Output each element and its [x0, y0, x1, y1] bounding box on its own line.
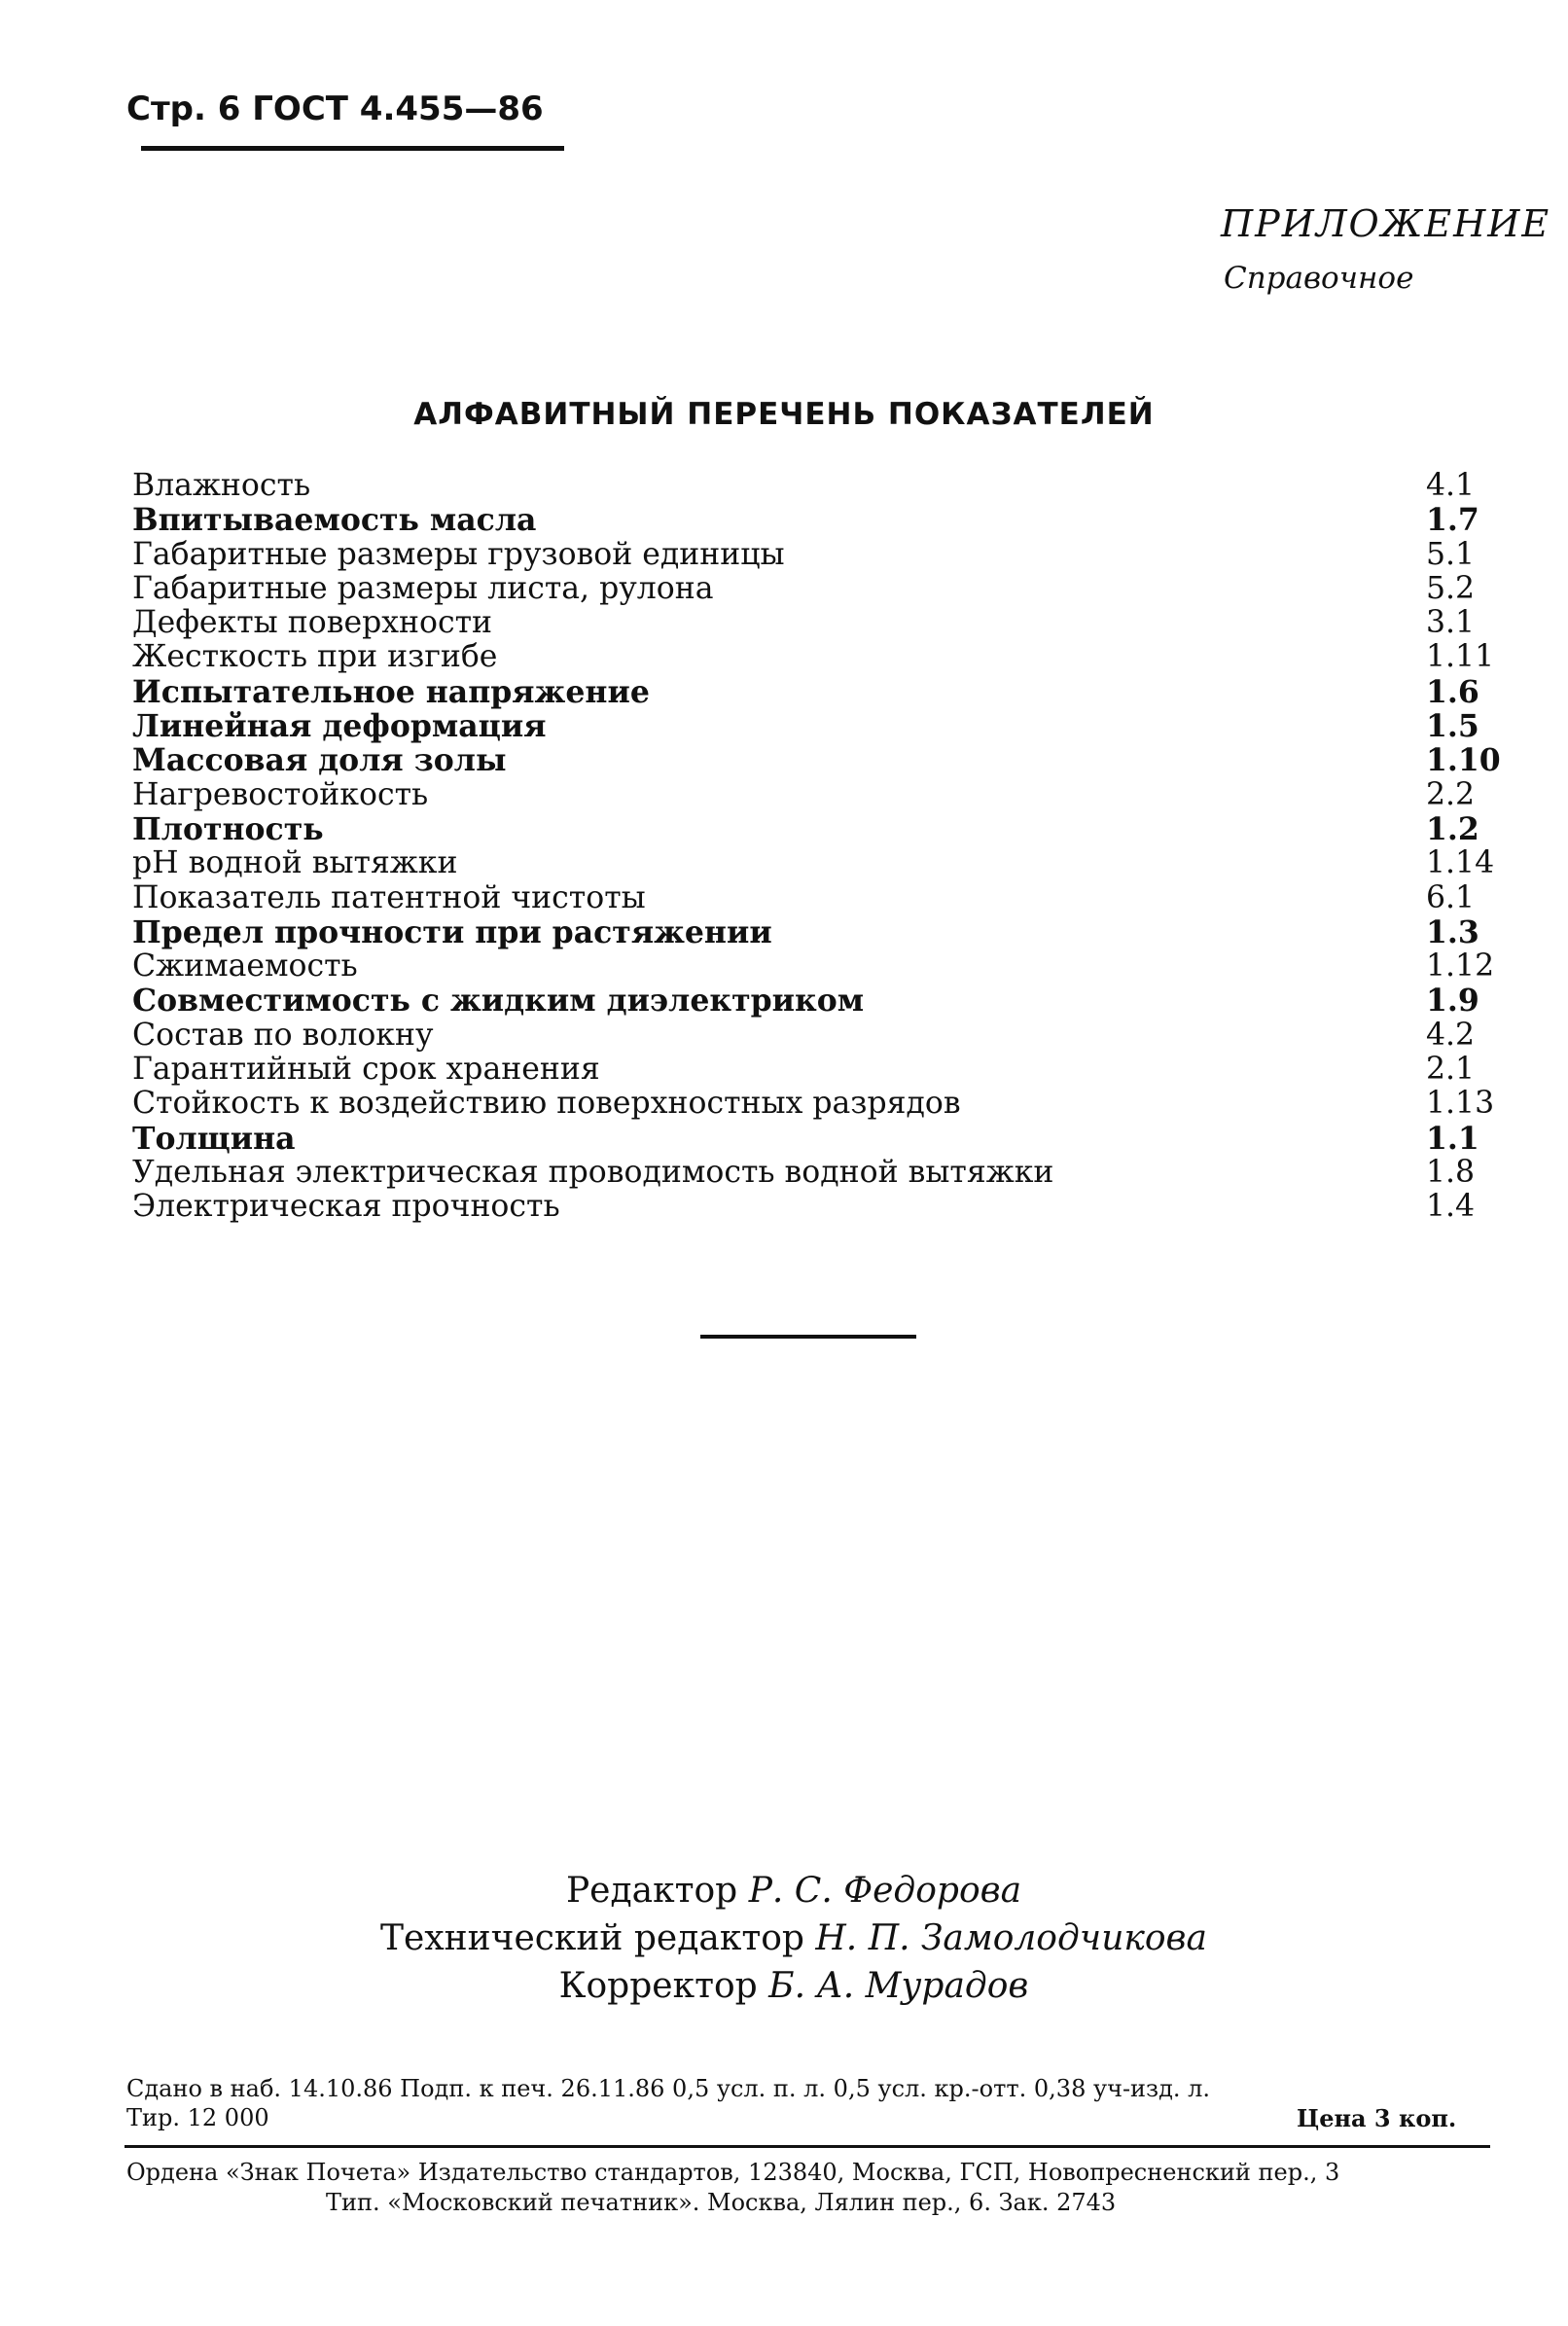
- credit-proofreader: [0, 1966, 1568, 2006]
- item-term: Линейная деформация: [132, 708, 547, 745]
- item-term: Влажность: [132, 468, 311, 503]
- imprint-price: Цена 3 коп.: [1297, 2104, 1457, 2132]
- proofreader-name: Б. А. Мурадов: [768, 1966, 1029, 2006]
- editor-role: Редактор: [565, 1871, 738, 1911]
- item-term: Электрическая прочность: [132, 1189, 560, 1225]
- item-ref: 1.6: [1426, 673, 1479, 710]
- item-term: Предел прочности при растяжении: [132, 913, 772, 950]
- imprint-circulation: Тир. 12 000: [126, 2104, 269, 2131]
- item-ref: 2.2: [1426, 776, 1476, 812]
- list-item: [132, 1053, 1494, 1087]
- item-ref: 1.12: [1426, 948, 1495, 984]
- credit-editor: [0, 1871, 1568, 1911]
- item-ref: 1.4: [1426, 1189, 1476, 1225]
- list-item: [132, 538, 1494, 572]
- item-ref: 1.14: [1426, 845, 1495, 881]
- item-term: Толщина: [132, 1120, 296, 1157]
- list-item: [132, 675, 1494, 709]
- list-item: [132, 812, 1494, 846]
- credit-tech-editor: [0, 1918, 1568, 1958]
- list-item: [132, 1087, 1494, 1121]
- standard-number: ГОСТ 4.455—86: [252, 89, 544, 128]
- item-ref: 1.10: [1426, 742, 1501, 779]
- item-ref: 1.3: [1426, 913, 1479, 950]
- editor-name: Р. С. Федорова: [748, 1871, 1022, 1911]
- index-list: [132, 468, 1501, 1225]
- list-item: [132, 709, 1494, 743]
- item-term: Совместимость с жидким диэлектриком: [132, 983, 865, 1020]
- item-ref: 1.5: [1426, 708, 1479, 745]
- item-term: Показатель патентной чистоты: [132, 879, 646, 915]
- page-number: Стр. 6: [126, 89, 241, 128]
- list-item: [132, 742, 1501, 779]
- item-term: Стойкость к воздействию поверхностных разрядов: [132, 1086, 961, 1122]
- item-ref: 1.2: [1426, 810, 1479, 847]
- list-title: АЛФАВИТНЫЙ ПЕРЕЧЕНЬ ПОКАЗАТЕЛЕЙ: [413, 397, 1155, 432]
- item-term: Гарантийный срок хранения: [132, 1052, 600, 1088]
- list-item: [132, 572, 1494, 606]
- list-item: [132, 503, 1494, 537]
- list-item: [132, 1122, 1494, 1156]
- list-item: [132, 1190, 1494, 1224]
- proofreader-role: Корректор: [558, 1966, 758, 2006]
- list-item: [132, 1019, 1494, 1053]
- end-rule: [700, 1335, 916, 1339]
- item-ref: 1.9: [1426, 983, 1479, 1020]
- publisher-line: Ордена «Знак Почета» Издательство стандартов, 123840, Москва, ГСП, Новопресненский пер., 3: [126, 2159, 1340, 2186]
- item-term: Впитываемость масла: [132, 502, 537, 539]
- item-ref: 2.1: [1426, 1052, 1476, 1088]
- printer-line: Тип. «Московский печатник». Москва, Лялин пер., 6. Зак. 2743: [326, 2189, 1117, 2216]
- item-term: Плотность: [132, 810, 324, 847]
- item-term: pH водной вытяжки: [132, 845, 458, 881]
- list-item: [132, 778, 1494, 812]
- item-ref: 5.1: [1426, 536, 1476, 572]
- list-item: [132, 606, 1494, 640]
- item-ref: 1.7: [1426, 502, 1479, 539]
- appendix-title: ПРИЛОЖЕНИЕ: [1221, 202, 1551, 245]
- item-term: Удельная электрическая проводимость водной вытяжки: [132, 1154, 1054, 1190]
- item-term: Жесткость при изгибе: [132, 639, 498, 675]
- item-term: Массовая доля золы: [132, 742, 507, 779]
- item-ref: 1.8: [1426, 1154, 1476, 1190]
- appendix-subtitle: Справочное: [1224, 261, 1414, 296]
- item-term: Сжимаемость: [132, 948, 358, 984]
- imprint-rule: [125, 2145, 1490, 2148]
- item-ref: 3.1: [1426, 605, 1476, 641]
- item-ref: 6.1: [1426, 879, 1476, 915]
- tech-editor-name: Н. П. Замолодчикова: [815, 1918, 1207, 1958]
- imprint-dates: Сдано в наб. 14.10.86 Подп. к печ. 26.11.86 0,5 усл. п. л. 0,5 усл. кр.-отт. 0,38 уч-изд. л.: [126, 2075, 1211, 2102]
- item-ref: 4.1: [1426, 468, 1476, 503]
- item-term: Состав по волокну: [132, 1017, 434, 1053]
- list-item: [132, 881, 1494, 915]
- item-ref: 5.2: [1426, 570, 1476, 606]
- item-ref: 1.1: [1426, 1120, 1479, 1157]
- list-item: [132, 1156, 1494, 1190]
- item-ref: 1.11: [1426, 639, 1495, 675]
- item-term: Габаритные размеры листа, рулона: [132, 570, 714, 606]
- item-term: Нагревостойкость: [132, 776, 429, 812]
- item-ref: 4.2: [1426, 1017, 1476, 1053]
- item-ref: 1.13: [1426, 1086, 1495, 1122]
- list-item: [132, 640, 1494, 674]
- list-item: [132, 915, 1494, 949]
- item-term: Дефекты поверхности: [132, 605, 493, 641]
- list-item: [132, 469, 1494, 503]
- item-term: Габаритные размеры грузовой единицы: [132, 536, 785, 572]
- list-item: [132, 846, 1494, 880]
- list-item: [132, 949, 1494, 984]
- tech-editor-role: Технический редактор: [380, 1918, 804, 1958]
- list-item: [132, 984, 1494, 1018]
- page-header: [126, 89, 544, 128]
- header-rule: [141, 146, 564, 151]
- item-term: Испытательное напряжение: [132, 673, 650, 710]
